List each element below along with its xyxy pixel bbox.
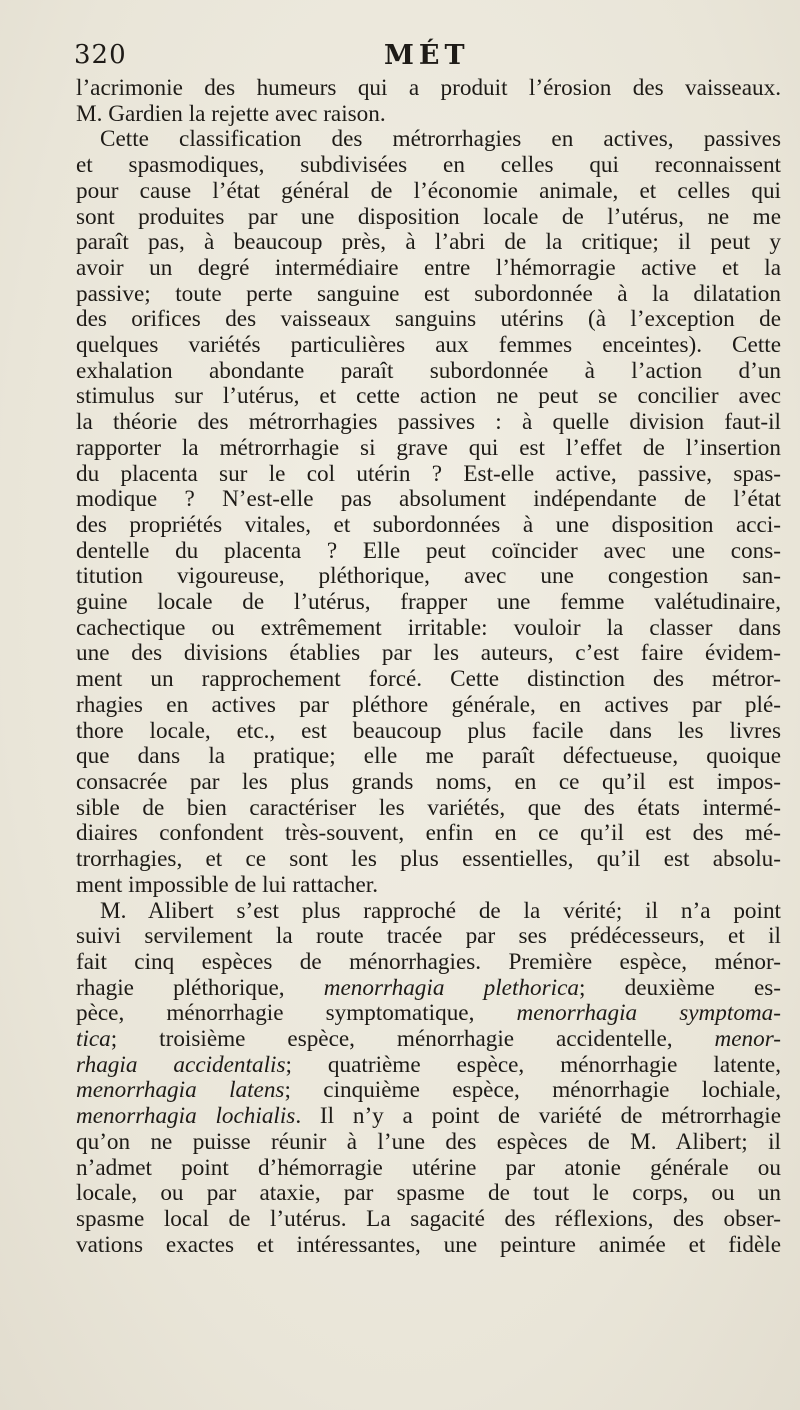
text-line: ment impossible de lui rattacher. — [76, 871, 379, 898]
text-line: sible de bien caractériser les variétés, que des états intermé- — [76, 794, 781, 821]
text-line: cachectique ou extrêmement irritable: vouloir la classer dans — [76, 614, 781, 641]
text-line: passive; toute perte sanguine est subordonnée à la dilatation — [76, 280, 781, 307]
text-line: avoir un degré intermédiaire entre l’hémorragie active et la — [76, 254, 781, 281]
text-line: menorrhagia latens; cinquième espèce, ménorrhagie lochiale, — [76, 1077, 781, 1104]
text-line: suivi servilement la route tracée par ses prédécesseurs, et il — [76, 923, 781, 950]
text-line: ment un rapprochement forcé. Cette distinction des métror- — [76, 666, 781, 693]
running-head: MÉT — [384, 40, 470, 71]
text-line: qu’on ne puisse réunir à l’une des espèces de M. Alibert; il — [76, 1128, 781, 1155]
text-line: n’admet point d’hémorragie utérine par atonie générale ou — [76, 1154, 781, 1181]
text-line: que dans la pratique; elle me paraît défectueuse, quoique — [76, 743, 781, 770]
text-line: l’acrimonie des humeurs qui a produit l’érosion des vaisseaux. — [76, 75, 781, 101]
text-line: spasme local de l’utérus. La sagacité des réflexions, des obser- — [76, 1205, 781, 1232]
text-line: du placenta sur le col utérin ? Est-elle active, passive, spas- — [76, 460, 781, 487]
text-line: Cette classification des métrorrhagies en actives, passives — [100, 126, 781, 153]
text-line: des orifices des vaisseaux sanguins utérins (à l’exception de — [76, 306, 781, 333]
body-text — [76, 76, 781, 1258]
text-line: dentelle du placenta ? Elle peut coïncider avec une cons- — [76, 537, 781, 564]
text-line: fait cinq espèces de ménorrhagies. Première espèce, ménor- — [76, 948, 781, 975]
text-line: des propriétés vitales, et subordonnées à une disposition acci- — [76, 511, 781, 538]
text-line: rhagia accidentalis; quatrième espèce, ménorrhagie latente, — [76, 1051, 782, 1078]
text-line: quelques variétés particulières aux femmes enceintes). Cette — [76, 332, 781, 359]
text-line: consacrée par les plus grands noms, en ce qu’il est impos- — [76, 768, 781, 795]
text-line: locale, ou par ataxie, par spasme de tout le corps, ou un — [76, 1180, 781, 1207]
text-line: et spasmodiques, subdivisées en celles qui reconnaissent — [76, 152, 781, 179]
text-line: stimulus sur l’utérus, et cette action ne peut se concilier avec — [76, 383, 781, 410]
text-line: la théorie des métrorrhagies passives : à quelle division faut-il — [76, 409, 781, 436]
text-line: exhalation abondante paraît subordonnée à l’action d’un — [76, 357, 781, 384]
page-number: 320 — [74, 40, 127, 70]
text-line: paraît pas, à beaucoup près, à l’abri de la critique; il peut y — [76, 229, 781, 256]
page-header — [74, 40, 760, 80]
text-line: une des divisions établies par les auteurs, c’est faire évidem- — [76, 640, 781, 667]
text-line: menorrhagia lochialis. Il n’y a point de variété de métrorrhagie — [76, 1103, 781, 1130]
text-line: rapporter la métrorrhagie si grave qui est l’effet de l’insertion — [76, 434, 781, 461]
text-line: M. Gardien la rejette avec raison. — [76, 100, 386, 127]
text-line: thore locale, etc., est beaucoup plus facile dans les livres — [76, 717, 781, 744]
text-line: guine locale de l’utérus, frapper une femme valétudinaire, — [76, 589, 781, 616]
text-line: vations exactes et intéressantes, une peinture animée et fidèle — [76, 1231, 781, 1258]
text-line: M. Alibert s’est plus rapproché de la vérité; il n’a point — [100, 897, 781, 924]
text-line: pèce, ménorrhagie symptomatique, menorrhagia symptoma- — [76, 1000, 781, 1027]
text-line: trorrhagies, et ce sont les plus essentielles, qu’il est absolu- — [76, 846, 781, 873]
text-line: sont produites par une disposition locale de l’utérus, ne me — [76, 203, 781, 230]
text-line: pour cause l’état général de l’économie animale, et celles qui — [76, 177, 781, 204]
text-line: tica; troisième espèce, ménorrhagie accidentelle, menor- — [76, 1026, 781, 1053]
text-line: rhagies en actives par pléthore générale, en actives par plé- — [76, 691, 781, 718]
text-line: rhagie pléthorique, menorrhagia plethorica; deuxième es- — [76, 974, 782, 1001]
text-line: modique ? N’est-elle pas absolument indépendante de l’état — [76, 486, 781, 513]
text-line: titution vigoureuse, pléthorique, avec une congestion san- — [76, 563, 781, 590]
text-line: diaires confondent très-souvent, enfin en ce qu’il est des mé- — [76, 820, 781, 847]
